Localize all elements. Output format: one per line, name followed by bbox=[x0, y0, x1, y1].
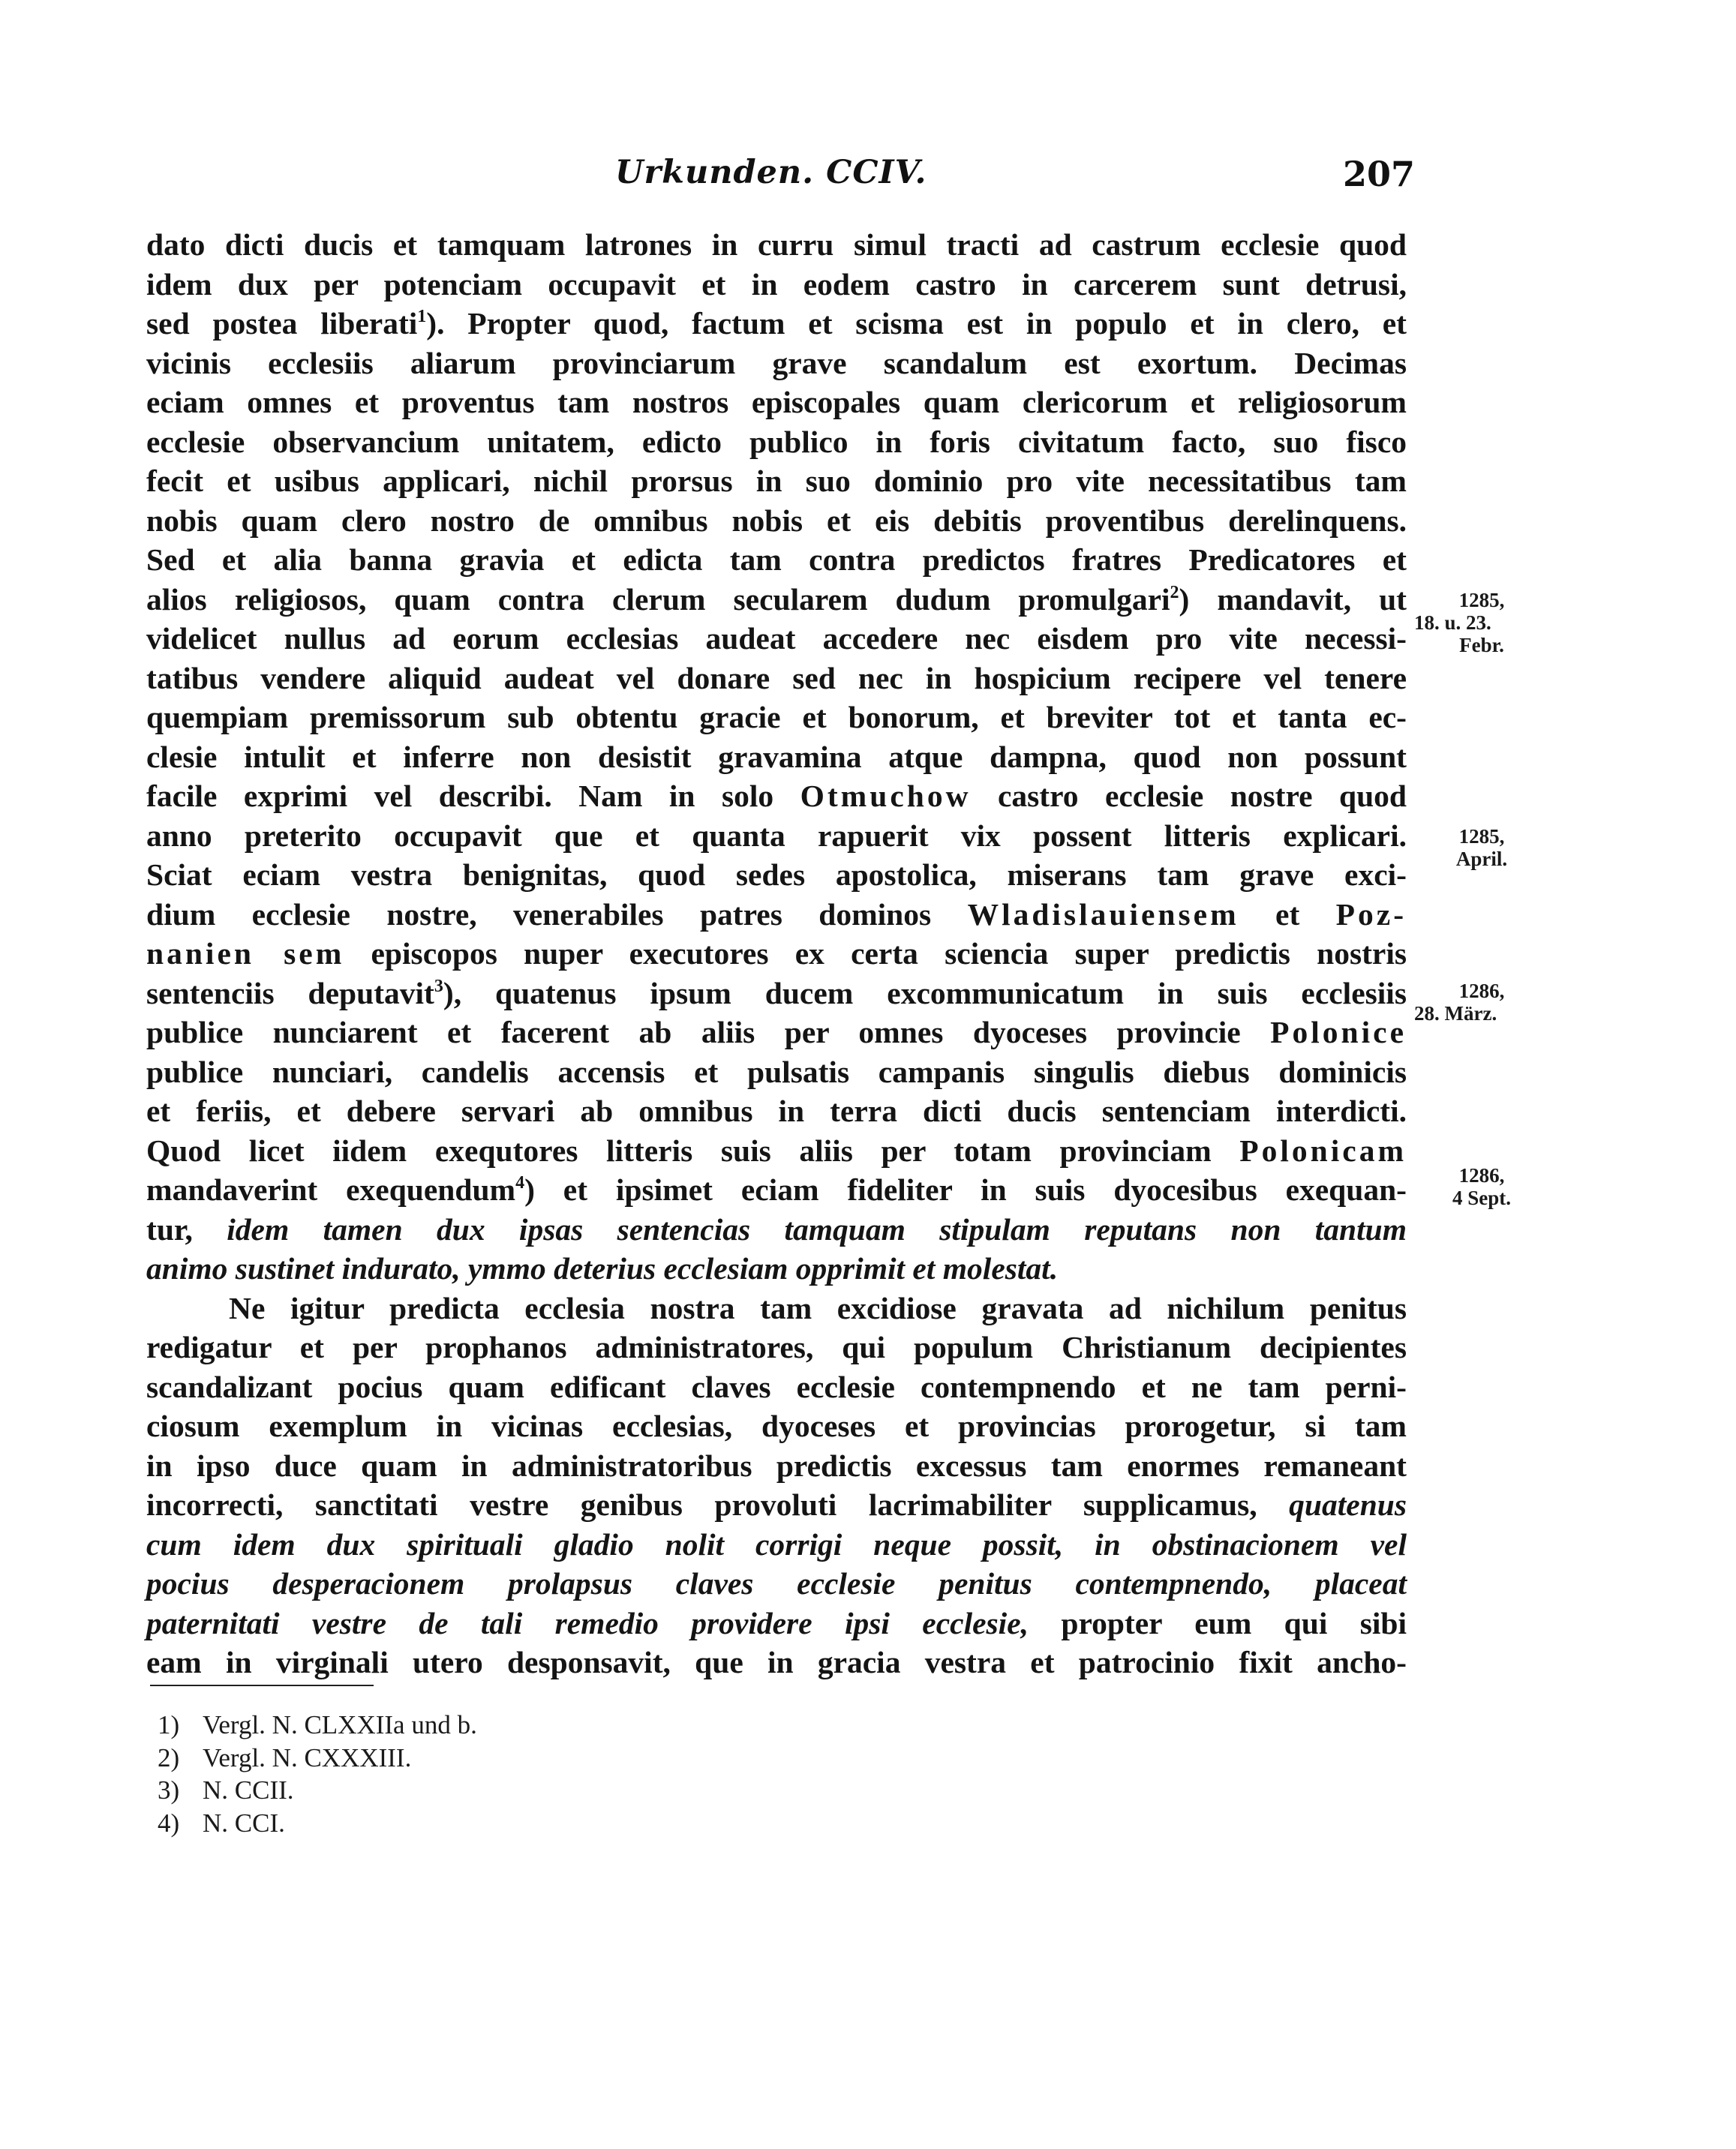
margin-date-note: 1286, 4 Sept. bbox=[1452, 1164, 1511, 1209]
margin-date-note: 1286, 28. März. bbox=[1414, 980, 1505, 1025]
text-line: ecclesie observancium unitatem, edicto publico in foris civitatum facto, suo fisco bbox=[146, 424, 1407, 459]
text-line: paternitati vestre de tali remedio providere ipsi ecclesie, propter eum qui sibi bbox=[146, 1605, 1407, 1640]
footnote-mark: 1 bbox=[417, 307, 427, 326]
text-line: eciam omnes et proventus tam nostros episcopales quam clericorum et religiosorum bbox=[146, 385, 1407, 419]
footnote-divider bbox=[150, 1685, 374, 1686]
footnote-mark: 3 bbox=[434, 976, 443, 996]
footnote-mark: 2 bbox=[1170, 582, 1179, 602]
text-line: ciosum exemplum in vicinas ecclesias, dyoceses et provincias prorogetur, si tam bbox=[146, 1409, 1407, 1443]
text-line: nanien sem episcopos nuper executores ex certa sciencia super predictis nostris bbox=[146, 936, 1407, 971]
text-line: quempiam premissorum sub obtentu gracie et bonorum, et breviter tot et tanta ec- bbox=[146, 700, 1407, 734]
footnote-mark: 4 bbox=[515, 1173, 525, 1193]
text-line: alios religiosos, quam contra clerum secularem dudum promulgari$^2$) mandavit, ut bbox=[146, 581, 1407, 617]
page-number: 207 bbox=[1343, 154, 1416, 194]
text-line: publice nunciari, candelis accensis et pulsatis campanis singulis diebus dominicis bbox=[146, 1054, 1407, 1089]
text-line: videlicet nullus ad eorum ecclesias audeat accedere nec eisdem pro vite necessi- bbox=[146, 621, 1407, 656]
person-name: nanien sem bbox=[146, 936, 345, 971]
person-name: Wladislauiensem bbox=[967, 896, 1239, 932]
text-line: Quod licet iidem exequtores litteris suis aliis per totam provinciam Polonicam bbox=[146, 1133, 1407, 1168]
text-line: mandaverint exequendum$^4$) et ipsimet eciam fideliter in suis dyocesibus exequan- bbox=[146, 1172, 1407, 1207]
text-line: scandalizant pocius quam edificant claves ecclesie contempnendo et ne tam perni- bbox=[146, 1369, 1407, 1404]
footnotes bbox=[158, 1709, 477, 1839]
text-line: eam in virginali utero desponsavit, que in gracia vestra et patrocinio fixit ancho- bbox=[146, 1645, 1407, 1679]
text-line: idem dux per potenciam occupavit et in eodem castro in carcerem sunt detrusi, bbox=[146, 266, 1407, 302]
place-name: Polonice bbox=[1270, 1015, 1407, 1049]
footnote: 3) N. CCII. bbox=[158, 1775, 294, 1805]
text-line: redigatur et per prophanos administratores, qui populum Christianum decipientes bbox=[146, 1330, 1407, 1364]
text-line: cum idem dux spirituali gladio nolit corrigi neque possit, in obstinacionem vel bbox=[146, 1526, 1407, 1562]
text-line: tatibus vendere aliquid audeat vel donare sed nec in hospicium recipere vel tenere bbox=[146, 660, 1407, 695]
place-name: Otmuchow bbox=[800, 779, 972, 813]
text-line: sentenciis deputavit$^3$), quatenus ipsum ducem excommunicatum in suis ecclesiis bbox=[146, 975, 1407, 1010]
page-header bbox=[0, 154, 1736, 199]
text-line: Sed et alia banna gravia et edicta tam contra predictos fratres Predicatores et bbox=[146, 542, 1407, 577]
text-line: pocius desperacionem prolapsus claves ecclesie penitus contempnendo, placeat bbox=[146, 1566, 1407, 1601]
footnote: 4) N. CCI. bbox=[158, 1808, 285, 1838]
text-line: dato dicti ducis et tamquam latrones in curru simul tracti ad castrum ecclesie quod bbox=[146, 227, 1407, 262]
text-line: publice nunciarent et facerent ab aliis per omnes dyoceses provincie Polonice bbox=[146, 1015, 1407, 1049]
text-line: nobis quam clero nostro de omnibus nobis et eis debitis proventibus derelinquens. bbox=[146, 503, 1407, 538]
margin-date-note: 1285, April. bbox=[1455, 825, 1508, 870]
text-line: tur, idem tamen dux ipsas sentencias tamquam stipulam reputans non tantum bbox=[146, 1211, 1407, 1247]
text-line: anno preterito occupavit que et quanta rapuerit vix possent litteris explicari. bbox=[146, 818, 1407, 853]
text-line: dium ecclesie nostre, venerabiles patres dominos Wladislauiensem et Poz- bbox=[146, 896, 1407, 932]
place-name: Polonicam bbox=[1239, 1133, 1407, 1168]
footnote: 2) Vergl. N. CXXXIII. bbox=[158, 1742, 412, 1772]
footnote: 1) Vergl. N. CLXXIIa und b. bbox=[158, 1710, 477, 1739]
person-name: Poz- bbox=[1335, 896, 1407, 932]
text-line: animo sustinet indurato, ymmo deterius ecclesiam opprimit et molestat. bbox=[146, 1251, 1059, 1286]
body-text bbox=[146, 225, 1407, 1682]
text-line: vicinis ecclesiis aliarum provinciarum grave scandalum est exortum. Decimas bbox=[146, 345, 1407, 380]
margin-date-note: 1285, 18. u. 23. Febr. bbox=[1414, 589, 1505, 656]
text-line: fecit et usibus applicari, nichil prorsus in suo dominio pro vite necessitatibus tam bbox=[146, 464, 1407, 498]
paragraph-start-line: Ne igitur predicta ecclesia nostra tam excidiose gravata ad nichilum penitus bbox=[229, 1290, 1407, 1325]
text-line: in ipso duce quam in administratoribus predictis excessus tam enormes remaneant bbox=[146, 1448, 1407, 1483]
running-title: Urkunden. CCIV. bbox=[615, 154, 927, 191]
text-line: sed postea liberati$^1$). Propter quod, factum et scisma est in populo et in clero, et bbox=[146, 306, 1407, 341]
text-line: incorrecti, sanctitati vestre genibus provoluti lacrimabiliter supplicamus, quatenus bbox=[146, 1487, 1407, 1522]
text-line: et feriis, et debere servari ab omnibus in terra dicti ducis sentenciam interdicti. bbox=[146, 1094, 1407, 1128]
text-line: facile exprimi vel describi. Nam in solo Otmuchow castro ecclesie nostre quod bbox=[146, 779, 1407, 813]
text-line: clesie intulit et inferre non desistit gravamina atque dampna, quod non possunt bbox=[146, 739, 1407, 774]
text-line: Sciat eciam vestra benignitas, quod sedes apostolica, miserans tam grave exci- bbox=[146, 857, 1407, 892]
